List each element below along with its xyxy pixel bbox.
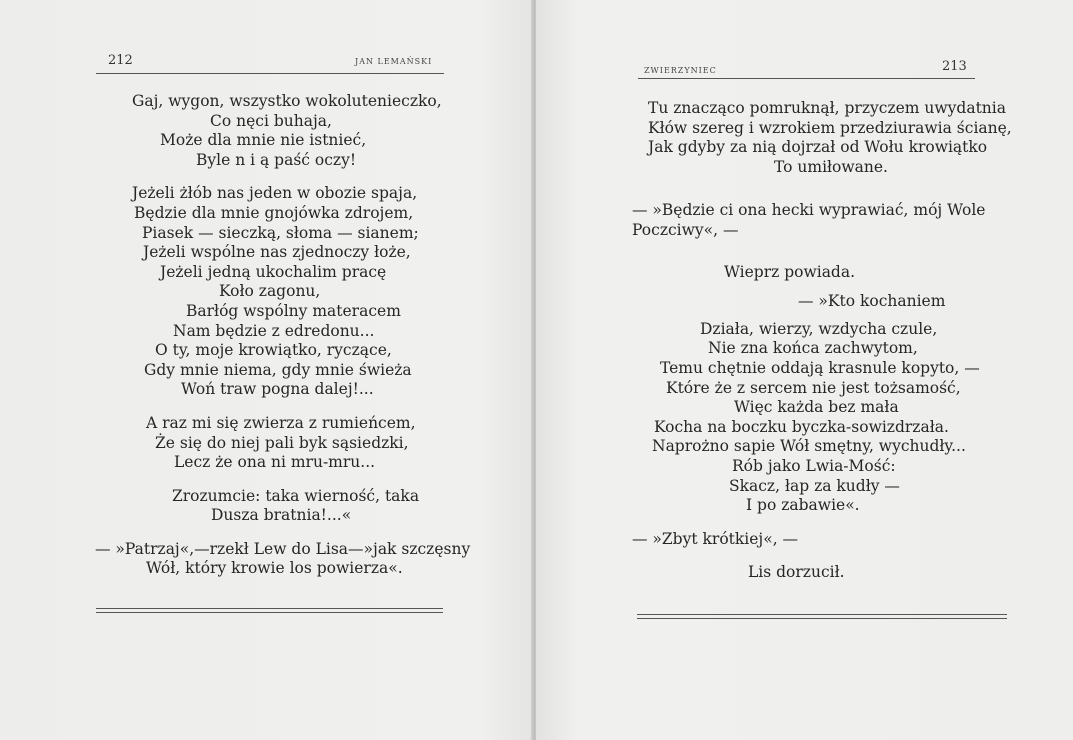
header-rule [96, 73, 444, 74]
running-head: JAN LEMAŃSKI [355, 57, 433, 66]
text-line: Rób jako Lwia-Mość: [732, 456, 896, 475]
text-line: Poczciwy«, — [632, 220, 739, 239]
text-line: Kłów szereg i wzrokiem przedziurawia ścianę, [648, 118, 1012, 137]
text-line: Woń traw pogna dalej!... [181, 380, 374, 399]
stanza-gap [536, 516, 1073, 530]
text-line: Nam będzie z edredonu... [173, 321, 375, 340]
text-line: — »Zbyt krótkiej«, — [632, 529, 799, 548]
text-line: Temu chętnie oddają krasnule kopyto, — [660, 358, 980, 377]
text-line: Jeżeli żłób nas jeden w obozie spaja, [132, 184, 418, 203]
footer-rule-bottom [637, 618, 1007, 619]
page-number: 212 [108, 53, 133, 68]
text-line: Jeżeli jedną ukochalim pracę [160, 262, 387, 281]
text-line: Byle n i ą paść oczy! [196, 150, 357, 169]
text-line: To umiłowane. [774, 157, 888, 176]
text-line: Wół, który krowie los powierza«. [146, 559, 403, 578]
footer-rule-bottom [96, 612, 443, 613]
stanza-gap [536, 241, 1073, 263]
text-line: Piasek — sieczką, słoma — sianem; [142, 223, 419, 242]
right-page-text [536, 99, 1073, 583]
text-line: Zrozumcie: taka wierność, taka [172, 486, 420, 505]
text-line: Że się do niej pali byk sąsiedzki, [155, 433, 409, 452]
stanza-gap [536, 312, 1073, 320]
text-line: Wieprz powiada. [724, 262, 856, 281]
stanza-gap [0, 400, 533, 414]
text-line: — »Będzie ci ona hecki wyprawiać, mój Wole [632, 201, 986, 220]
text-line: — »Patrzaj«,—rzekł Lew do Lisa—»jak szczęsny [95, 539, 471, 558]
stanza-gap [0, 526, 533, 540]
text-line: — »Kto kochaniem [798, 292, 946, 311]
stanza-gap [0, 170, 533, 184]
text-line: O ty, moje krowiątko, ryczące, [155, 341, 392, 360]
text-line: Jeżeli wspólne nas zjednoczy łoże, [143, 243, 411, 262]
page-number: 213 [942, 59, 967, 74]
text-line: Będzie dla mnie gnojówka zdrojem, [134, 203, 414, 222]
text-line: Jak gdyby za nią dojrzał od Wołu krowiątko [648, 138, 988, 157]
text-line: Lis dorzucił. [748, 563, 845, 582]
footer-rule-top [96, 608, 443, 609]
footer-rule-top [637, 614, 1007, 615]
left-page-text [0, 92, 533, 579]
right-page [536, 0, 1073, 740]
running-head: ZWIERZYNIEC [644, 66, 717, 75]
text-line: Może dla mnie nie istnieć, [160, 131, 367, 150]
text-line: Skacz, łap za kudły — [729, 476, 900, 495]
text-line: Dusza bratnia!...« [211, 506, 352, 525]
text-line: Naprożno sapie Wół smętny, wychudły... [652, 437, 966, 456]
text-line: Koło zagonu, [219, 282, 321, 301]
text-line: Nie zna końca zachwytom, [708, 339, 918, 358]
stanza-gap [536, 549, 1073, 563]
stanza-gap [0, 473, 533, 487]
text-line: Gdy mnie niema, gdy mnie świeża [144, 360, 412, 379]
text-line: Kocha na boczku byczka-sowizdrzała. [654, 417, 949, 436]
left-page [0, 0, 533, 740]
text-line: I po zabawie«. [746, 496, 860, 515]
text-line: Barłóg wspólny materacem [186, 301, 401, 320]
text-line: A raz mi się zwierza z rumieńcem, [146, 413, 416, 432]
text-line: Więc każda bez mała [734, 398, 899, 417]
text-line: Które że z sercem nie jest tożsamość, [666, 378, 961, 397]
text-line: Gaj, wygon, wszystko wokolutenieczko, [132, 92, 442, 110]
text-line: Działa, wierzy, wzdycha czule, [700, 319, 938, 338]
text-line: Co nęci buhaja, [210, 111, 332, 130]
text-line: Tu znacząco pomruknął, przyczem uwydatnia [648, 99, 1006, 117]
header-rule [638, 78, 975, 79]
stanza-gap [536, 177, 1073, 201]
text-line: Lecz że ona ni mru-mru... [174, 453, 376, 472]
